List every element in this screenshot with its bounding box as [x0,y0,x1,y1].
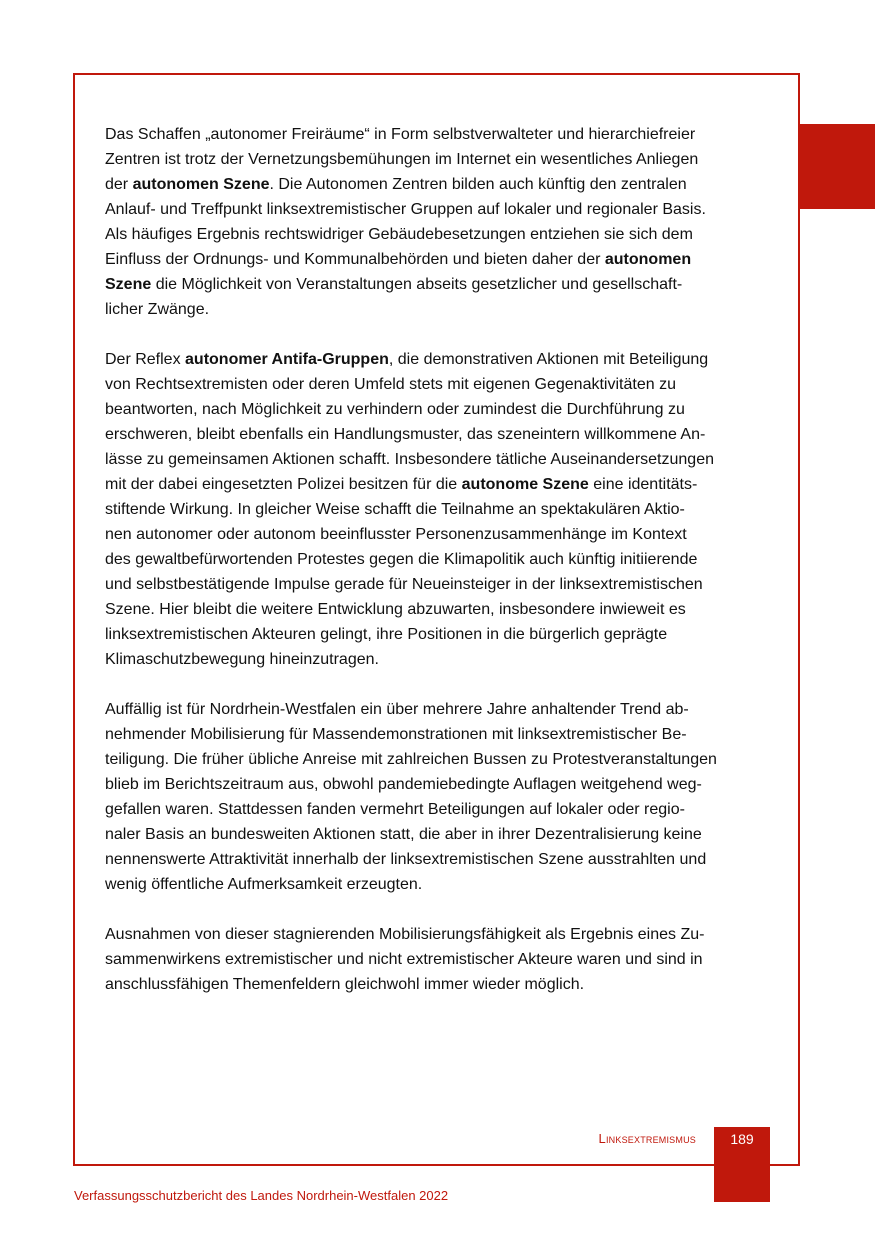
text-line: nennenswerte Attraktivität innerhalb der linksextremistischen Szene ausstrahlten und [105,851,707,868]
text-segment: die Möglichkeit von Veranstaltungen abseits gesetzlicher und gesellschaft- [151,276,683,293]
text-line: Ausnahmen von dieser stagnierenden Mobilisierungsfähigkeit als Ergebnis eines Zu- [105,926,705,943]
text-segment: mit der dabei eingesetzten Polizei besitzen für die [105,476,462,493]
paragraph [105,697,770,897]
paragraph [105,922,770,997]
text-line: von Rechtsextremisten oder deren Umfeld stets mit eigenen Gegenaktivitäten zu [105,376,676,393]
text-line [105,472,770,497]
text-line [105,272,770,297]
text-line: licher Zwänge. [105,301,210,318]
text-line: Auffällig ist für Nordrhein-Westfalen ein über mehrere Jahre anhaltender Trend ab- [105,701,689,718]
chapter-marker-tab [798,124,875,209]
text-line [105,347,770,372]
section-title: Linksextremismus [598,1131,696,1146]
text-line: naler Basis an bundesweiten Aktionen statt, die aber in ihrer Dezentralisierung keine [105,826,702,843]
emphasized-term: autonomen Szene [132,176,270,193]
text-line: Klimaschutzbewegung hineinzutragen. [105,651,379,668]
text-segment: der [105,176,133,193]
text-line: gefallen waren. Stattdessen fanden vermehrt Beteiligungen auf lokaler oder regio- [105,801,685,818]
text-line: nehmender Mobilisierung für Massendemonstrationen mit linksextremistischer Be- [105,726,687,743]
text-segment: Der Reflex [105,351,186,368]
text-segment: Einfluss der Ordnungs- und Kommunalbehörden und bieten daher der [105,251,605,268]
text-line: Als häufiges Ergebnis rechtswidriger Gebäudebesetzungen entziehen sie sich dem [105,226,693,243]
page-number: 189 [730,1131,754,1147]
report-title: Verfassungsschutzbericht des Landes Nordrhein-Westfalen 2022 [74,1188,449,1203]
text-segment: . Die Autonomen Zentren bilden auch künftig den zentralen [269,176,687,193]
text-segment: , die demonstrativen Aktionen mit Beteiligung [388,351,709,368]
text-line: wenig öffentliche Aufmerksamkeit erzeugten. [105,876,423,893]
text-line: Anlauf- und Treffpunkt linksextremistischer Gruppen auf lokaler und regionaler Basis. [105,201,706,218]
body-text [105,122,770,1022]
text-line [105,247,770,272]
text-line: anschlussfähigen Themenfeldern gleichwohl immer wieder möglich. [105,976,585,993]
text-line: und selbstbestätigende Impulse gerade für Neueinsteiger in der linksextremistischen [105,576,703,593]
text-line: Das Schaffen „autonomer Freiräume“ in Form selbstverwalteter und hierarchiefreier [105,126,696,143]
text-line: beantworten, nach Möglichkeit zu verhindern oder zumindest die Durchführung zu [105,401,685,418]
emphasized-term: Szene [105,276,152,293]
emphasized-term: autonomen [604,251,692,268]
paragraph [105,347,770,672]
text-line: linksextremistischen Akteuren gelingt, ihre Positionen in die bürgerlich geprägte [105,626,668,643]
text-line: nen autonomer oder autonom beeinflusster Personenzusammenhänge im Kontext [105,526,687,543]
text-line: stiftende Wirkung. In gleicher Weise schafft die Teilnahme an spektakulären Aktio- [105,501,685,518]
text-segment: eine identitäts- [588,476,698,493]
text-line: Zentren ist trotz der Vernetzungsbemühungen im Internet ein wesentliches Anliegen [105,151,699,168]
text-line: blieb im Berichtszeitraum aus, obwohl pandemiebedingte Auflagen weitgehend weg- [105,776,702,793]
text-line [105,172,770,197]
text-line: Szene. Hier bleibt die weitere Entwicklung abzuwarten, insbesondere inwieweit es [105,601,686,618]
paragraph [105,122,770,322]
emphasized-term: autonome Szene [461,476,589,493]
text-line: teiligung. Die früher übliche Anreise mit zahlreichen Bussen zu Protestveranstaltungen [105,751,717,768]
text-line: erschweren, bleibt ebenfalls ein Handlungsmuster, das szeneintern willkommene An- [105,426,706,443]
text-line: sammenwirkens extremistischer und nicht extremistischer Akteure waren und sind in [105,951,703,968]
text-line: lässe zu gemeinsamen Aktionen schafft. Insbesondere tätliche Auseinandersetzungen [105,451,714,468]
emphasized-term: autonomer Antifa-Gruppen [185,351,389,368]
text-line: des gewaltbefürwortenden Protestes gegen die Klimapolitik auch künftig initiierende [105,551,698,568]
